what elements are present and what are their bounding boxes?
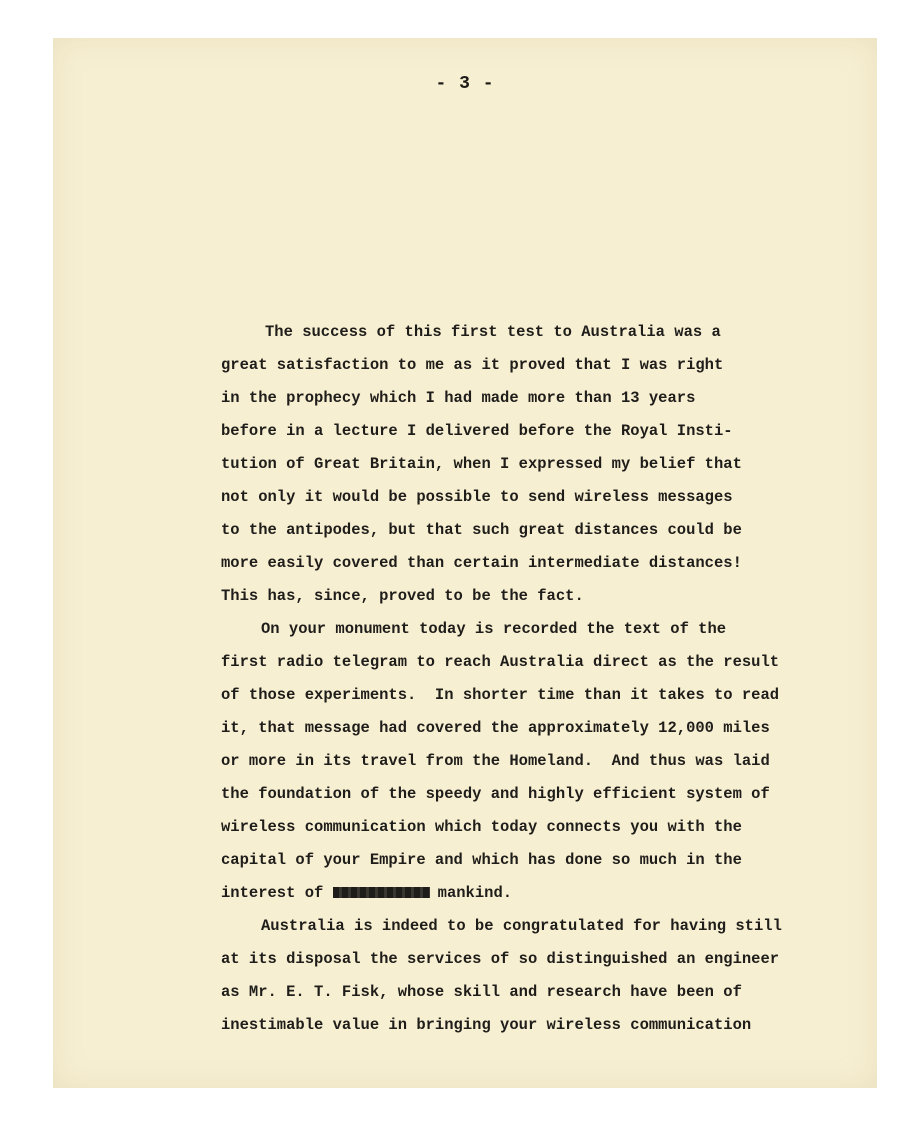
paragraph-1-line-5: tution of Great Britain, when I expressed my belief that xyxy=(221,455,742,473)
paragraph-2-line-7: wireless communication which today connects you with the xyxy=(221,818,742,836)
paragraph-1-line-8: more easily covered than certain intermediate distances! xyxy=(221,554,742,572)
paragraph-1-line-1: The success of this first test to Australia was a xyxy=(265,323,721,341)
paragraph-1-line-7: to the antipodes, but that such great distances could be xyxy=(221,521,742,539)
paragraph-1-line-2: great satisfaction to me as it proved that I was right xyxy=(221,356,724,374)
paragraph-2-line-2: first radio telegram to reach Australia direct as the result xyxy=(221,653,780,671)
paragraph-1-line-3: in the prophecy which I had made more than 13 years xyxy=(221,389,696,407)
paragraph-2-line-9 xyxy=(221,877,841,910)
page-number: - 3 - xyxy=(435,74,495,94)
struck-out-typing xyxy=(333,887,430,898)
paper-edge-mark xyxy=(833,1072,877,1073)
letter-body xyxy=(221,316,841,1042)
paragraph-3-line-3: as Mr. E. T. Fisk, whose skill and research have been of xyxy=(221,983,742,1001)
paragraph-2-line-4: it, that message had covered the approximately 12,000 miles xyxy=(221,719,770,737)
paragraph-2-line-3: of those experiments. In shorter time than it takes to read xyxy=(221,686,780,704)
paragraph-2-line-8: capital of your Empire and which has done so much in the xyxy=(221,851,742,869)
paragraph-1-line-4: before in a lecture I delivered before the Royal Insti- xyxy=(221,422,733,440)
paragraph-2-line-1: On your monument today is recorded the text of the xyxy=(261,620,727,638)
final-line-suffix: mankind. xyxy=(437,884,513,902)
paragraph-3-line-1: Australia is indeed to be congratulated for having still xyxy=(261,917,782,935)
paragraph-3-line-2: at its disposal the services of so distinguished an engineer xyxy=(221,950,780,968)
paragraph-3-line-4: inestimable value in bringing your wireless communication xyxy=(221,1016,752,1034)
typed-letter-page xyxy=(53,38,877,1088)
final-line-prefix: interest of xyxy=(221,884,324,902)
paragraph-1-line-6: not only it would be possible to send wireless messages xyxy=(221,488,733,506)
paragraph-1-line-9: This has, since, proved to be the fact. xyxy=(221,587,584,605)
paragraph-2-line-6: the foundation of the speedy and highly efficient system of xyxy=(221,785,770,803)
paragraph-2-line-5: or more in its travel from the Homeland. And thus was laid xyxy=(221,752,770,770)
